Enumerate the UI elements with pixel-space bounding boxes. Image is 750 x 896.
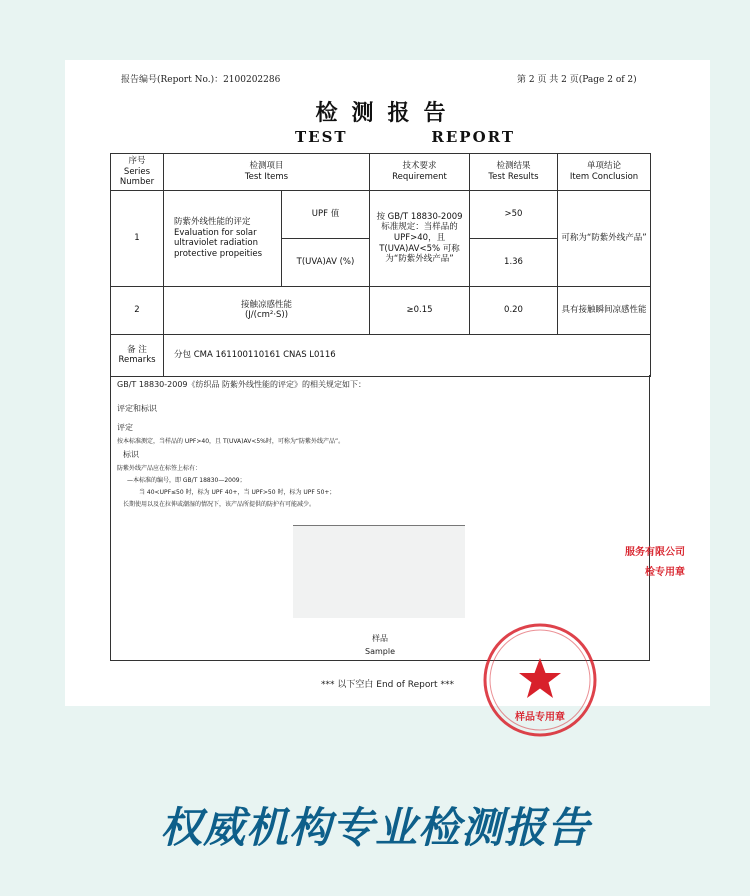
notes-standard-number: —本标准的编号，即 GB/T 18830—2009； bbox=[127, 477, 246, 484]
row1-sub-upf: UPF 值 bbox=[282, 190, 370, 238]
seal-line-2: 检专用章 bbox=[645, 567, 685, 578]
row2-number: 2 bbox=[111, 286, 164, 334]
notes-warning: 长期使用以及在拉伸或潮湿的情况下，该产品所提供的防护有可能减少。 bbox=[123, 501, 316, 508]
seal-bottom-text: 样品专用章 bbox=[515, 712, 565, 723]
standard-notes bbox=[110, 375, 650, 661]
table-row bbox=[111, 286, 651, 334]
notes-label-heading: 标识 bbox=[123, 450, 139, 459]
notes-evaluation-text: 按本标准测定，当样品的 UPF>40，且 T(UVA)AV<5%时，可称为“防紫外线产品”。 bbox=[117, 438, 345, 445]
table-header-row bbox=[111, 154, 651, 191]
row2-item: 接触凉感性能 (J/(cm²·S)) bbox=[164, 286, 370, 334]
title-en-test: TEST bbox=[295, 128, 348, 146]
notes-heading: GB/T 18830-2009《纺织品 防紫外线性能的评定》的相关规定如下： bbox=[117, 380, 367, 389]
report-title-cn: 检测报告 bbox=[315, 100, 460, 126]
table-row bbox=[111, 190, 651, 238]
notes-upf-rule: 当 40<UPF≤50 时，标为 UPF 40+，当 UPF>50 时，标为 UPF 50+； bbox=[139, 489, 336, 496]
remarks-label: 备 注 Remarks bbox=[111, 334, 164, 376]
row1-item: 防紫外线性能的评定 Evaluation for solar ultraviolet radiation protective propeities bbox=[164, 190, 282, 286]
col-requirement-header: 技术要求 Requirement bbox=[370, 154, 470, 191]
remarks-row bbox=[111, 334, 651, 376]
results-table bbox=[110, 153, 651, 377]
notes-evaluation-label: 评定 bbox=[117, 423, 133, 432]
seal-line-1: 服务有限公司 bbox=[625, 547, 685, 558]
row1-sub-tuva: T(UVA)AV (%) bbox=[282, 238, 370, 286]
notes-subheading: 评定和标识 bbox=[117, 404, 157, 413]
col-results-header: 检测结果 Test Results bbox=[470, 154, 558, 191]
report-title-en bbox=[295, 128, 515, 146]
row1-result-upf: >50 bbox=[470, 190, 558, 238]
round-seal-icon bbox=[480, 620, 600, 740]
title-en-report: REPORT bbox=[431, 128, 515, 146]
col-number-header: 序号 Series Number bbox=[111, 154, 164, 191]
row1-conclusion: 可称为“防紫外线产品” bbox=[558, 190, 651, 286]
sample-swatch bbox=[293, 525, 465, 618]
row2-requirement: ≥0.15 bbox=[370, 286, 470, 334]
row2-conclusion: 具有接触瞬间凉感性能 bbox=[558, 286, 651, 334]
row1-number: 1 bbox=[111, 190, 164, 286]
sample-label-cn: 样品 bbox=[372, 634, 388, 643]
company-seal-partial bbox=[621, 543, 685, 593]
remarks-text: 分包 CMA 161100110161 CNAS L0116 bbox=[164, 334, 651, 376]
row2-result: 0.20 bbox=[470, 286, 558, 334]
notes-label-text: 防紫外线产品应在标签上标有： bbox=[117, 465, 202, 472]
promo-banner: 权威机构专业检测报告 bbox=[159, 803, 590, 852]
report-number: 报告编号(Report No.)：2100202286 bbox=[121, 75, 281, 85]
end-of-report: *** 以下空白 End of Report *** bbox=[321, 680, 454, 690]
col-items-header: 检测项目 Test Items bbox=[164, 154, 370, 191]
page-number: 第 2 页 共 2 页(Page 2 of 2) bbox=[517, 75, 637, 85]
row1-result-tuva: 1.36 bbox=[470, 238, 558, 286]
row1-requirement: 按 GB/T 18830-2009 标准规定：当样品的 UPF>40，且 T(UVA)AV<5% 可称为“防紫外线产品” bbox=[370, 190, 470, 286]
report-paper bbox=[65, 60, 710, 723]
sample-label-en: Sample bbox=[365, 647, 395, 656]
col-conclusion-header: 单项结论 Item Conclusion bbox=[558, 154, 651, 191]
